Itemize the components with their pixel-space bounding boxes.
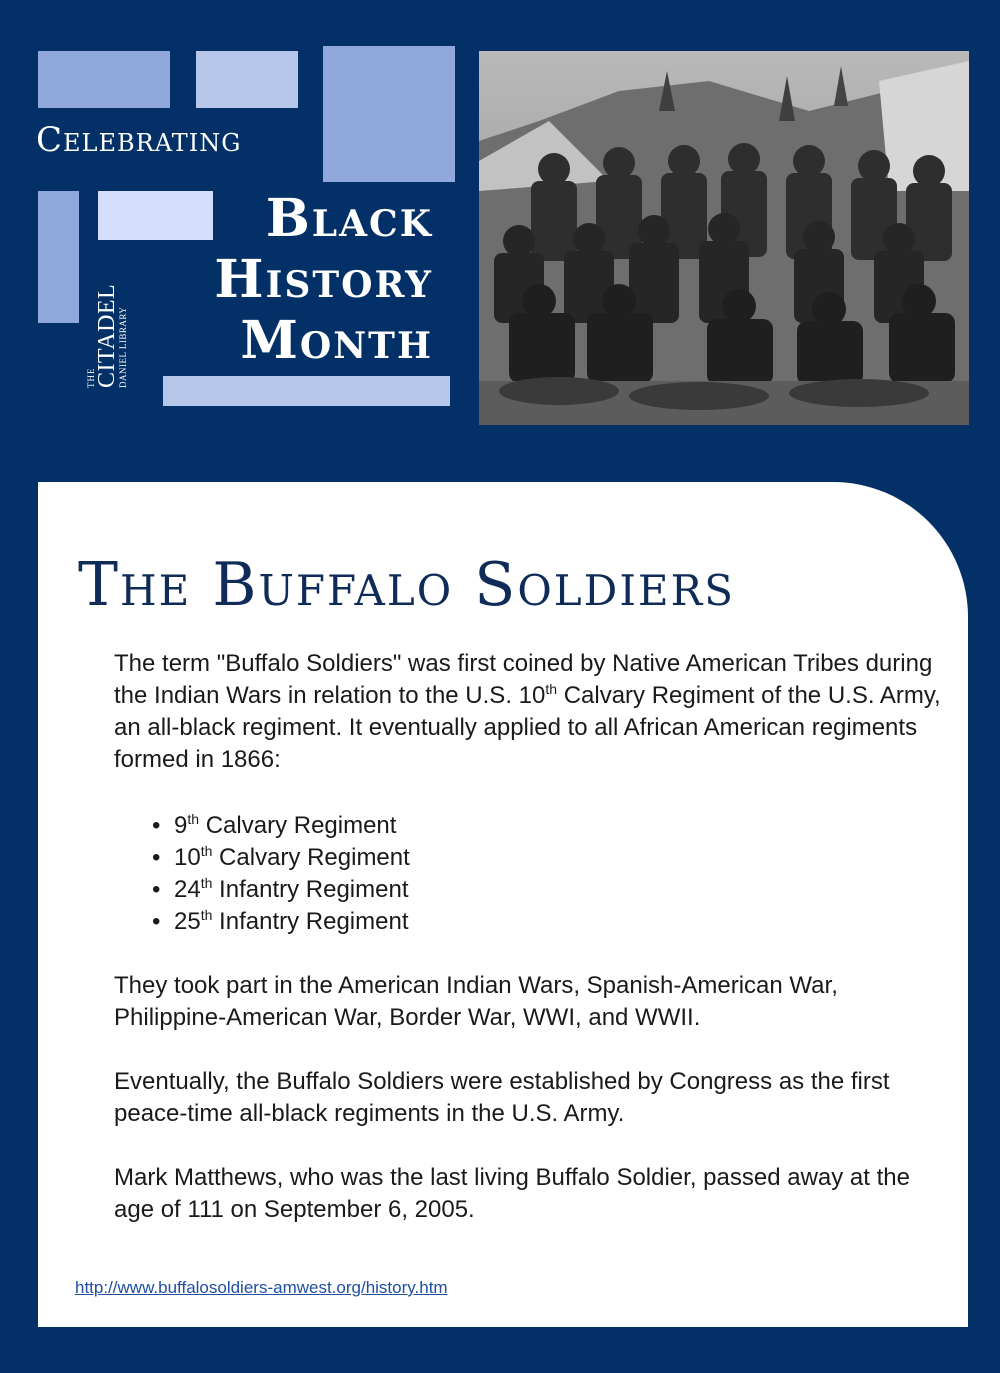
regiment-suffix: th bbox=[200, 843, 213, 859]
regiment-number: 25 bbox=[174, 908, 201, 935]
congress-paragraph: Eventually, the Buffalo Soldiers were established by Congress as the first peace-time all-black regiments in the U.S. Army. bbox=[114, 1068, 890, 1127]
logo-citadel: CITADEL bbox=[94, 283, 120, 388]
regiment-suffix: th bbox=[187, 811, 200, 827]
black-history-month-heading bbox=[214, 188, 433, 371]
list-item bbox=[152, 906, 944, 938]
regiment-list bbox=[114, 810, 944, 938]
article-body bbox=[114, 648, 944, 1226]
celebrating-heading: Celebrating bbox=[36, 120, 242, 160]
regiment-name: Calvary Regiment bbox=[199, 812, 397, 839]
decor-block-3 bbox=[323, 46, 455, 182]
regiment-name: Infantry Regiment bbox=[212, 876, 409, 903]
regiment-name: Infantry Regiment bbox=[212, 908, 409, 935]
heading-line-black: Black bbox=[265, 188, 433, 249]
decor-block-4 bbox=[38, 191, 79, 323]
last-soldier-paragraph: Mark Matthews, who was the last living Buffalo Soldier, passed away at the age of 111 on September 6, 2005. bbox=[114, 1164, 910, 1223]
citadel-library-logo bbox=[86, 283, 129, 388]
regiment-number: 24 bbox=[174, 876, 201, 903]
list-item bbox=[152, 842, 944, 874]
decor-block-6 bbox=[163, 376, 450, 406]
regiment-suffix: th bbox=[200, 907, 213, 923]
logo-the: THE bbox=[86, 367, 96, 388]
decor-block-1 bbox=[38, 51, 170, 108]
article-panel bbox=[38, 482, 968, 1327]
logo-daniel-library: DANIEL LIBRARY bbox=[118, 306, 128, 388]
intro-part-2: Calvary Regiment of the U.S. Army, an all-black regiment. It eventually applied to all African American regiments formed in 1866: bbox=[114, 682, 941, 773]
intro-superscript: th bbox=[545, 681, 558, 697]
list-item bbox=[152, 810, 944, 842]
intro-paragraph bbox=[114, 648, 944, 776]
regiment-name: Calvary Regiment bbox=[212, 844, 410, 871]
regiment-suffix: th bbox=[200, 875, 213, 891]
list-item bbox=[152, 874, 944, 906]
article-title: The Buffalo Soldiers bbox=[78, 550, 735, 620]
decor-block-2 bbox=[196, 51, 298, 108]
wars-paragraph: They took part in the American Indian Wars, Spanish-American War, Philippine-American War, Border War, WWI, and WWII. bbox=[114, 972, 838, 1031]
source-link[interactable]: http://www.buffalosoldiers-amwest.org/history.htm bbox=[75, 1278, 448, 1297]
buffalo-soldiers-photo bbox=[479, 51, 969, 425]
decor-block-5 bbox=[98, 191, 213, 240]
heading-line-history: History bbox=[214, 249, 433, 310]
heading-line-month: Month bbox=[240, 310, 433, 371]
regiment-number: 9 bbox=[174, 812, 188, 839]
regiment-number: 10 bbox=[174, 844, 201, 871]
intro-part-1: The term "Buffalo Soldiers" was first coined by Native American Tribes during the Indian Wars in relation to the U.S. 10 bbox=[114, 650, 933, 709]
